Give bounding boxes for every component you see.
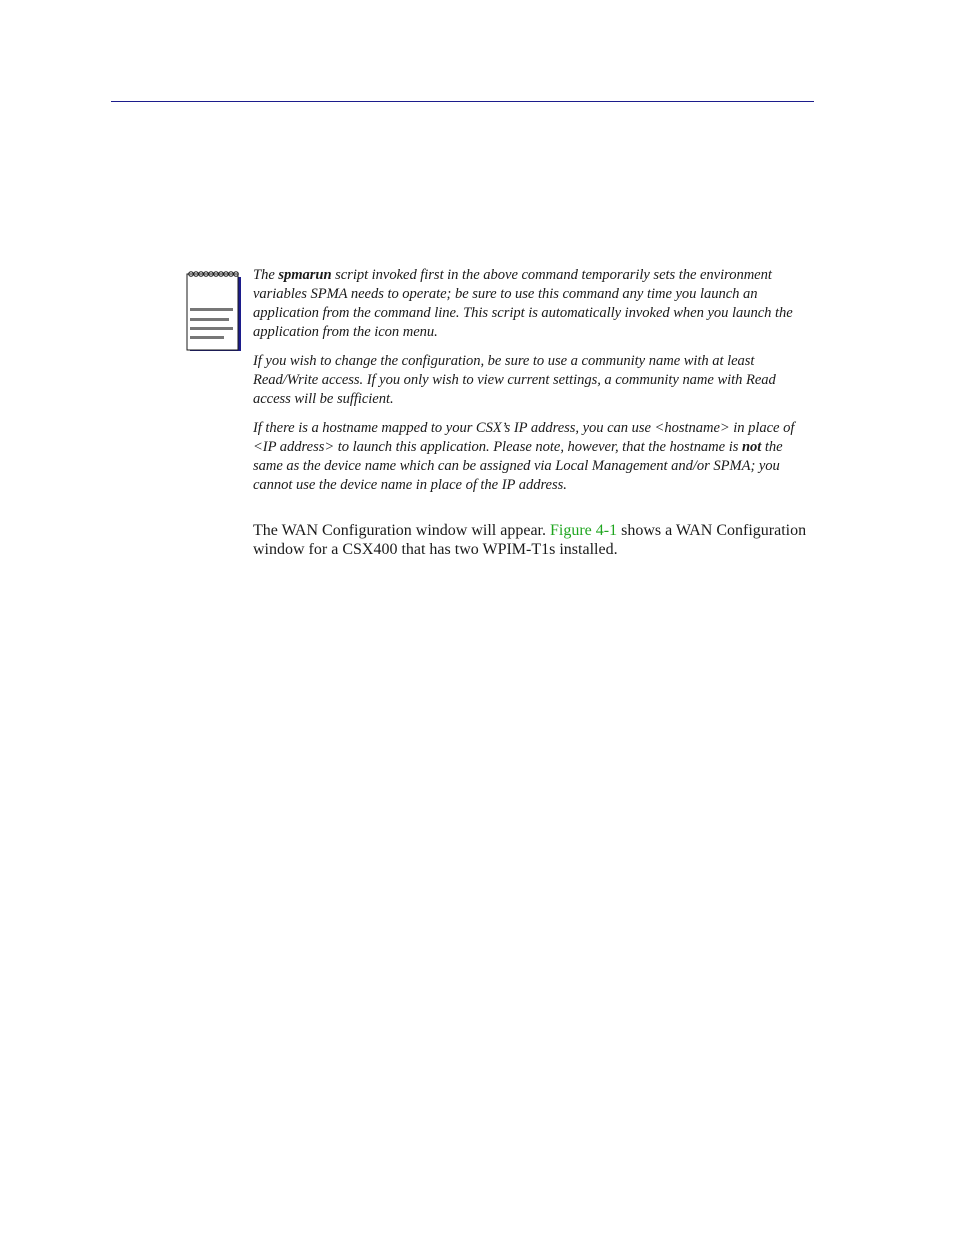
note-block	[253, 266, 815, 505]
header-rule	[111, 101, 814, 102]
figure-link[interactable]: Figure 4-1	[549, 522, 618, 539]
emphasis: not	[741, 439, 762, 455]
note-paragraph-2: If you wish to change the configuration, be sure to use a community name with at least Read/Write access. If you only wish to view current settings, a community name with Read access will be sufficient.	[253, 353, 776, 407]
body-text: shows a WAN Configuration window for a CSX400 that has two WPIM-T1s installed.	[253, 522, 807, 558]
note-text: script invoked first in the above command temporarily sets the environment variables SPMA needs to operate; be sure to use this command any time you launch an application from the command line. This script is automatically invoked when you launch the application from the icon menu.	[253, 267, 793, 340]
note-text: If there is a hostname mapped to your CSX’s IP address, you can use <hostname> in place of <IP address> to launch this application. Please note, however, that the hostname is	[253, 420, 795, 455]
body-paragraph	[253, 522, 815, 559]
notepad-icon	[185, 268, 243, 354]
note-paragraph-3	[253, 419, 815, 495]
body-text: The WAN Configuration window will appear.	[253, 522, 550, 539]
note-text: The	[253, 267, 279, 283]
note-paragraph-1	[253, 266, 815, 342]
note-text: the same as the device name which can be assigned via Local Management and/or SPMA; you cannot use the device name in place of the IP address.	[253, 439, 783, 493]
command-name: spmarun	[278, 267, 332, 283]
